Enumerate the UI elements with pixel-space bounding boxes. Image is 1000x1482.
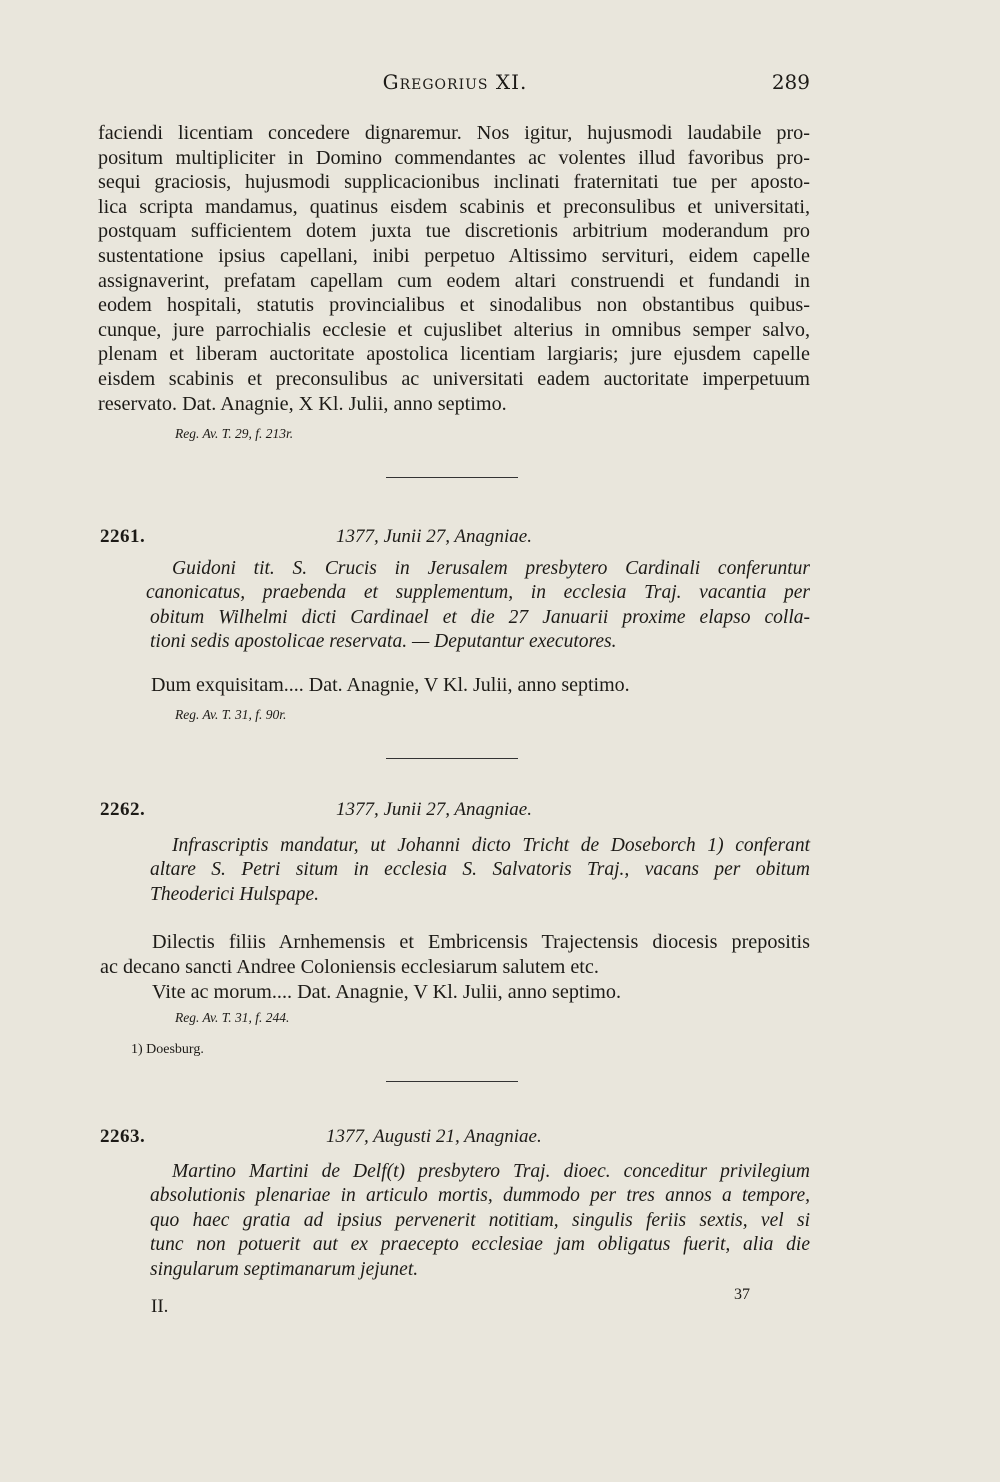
entry-summary xyxy=(146,557,810,655)
gathering-number: 37 xyxy=(734,1286,750,1303)
text-line: Dilectis filiis Arnhemensis et Embricensis Trajectensis diocesis prepositis xyxy=(152,931,810,953)
entry-number: 2263. xyxy=(100,1126,146,1147)
entry-date: 1377, Junii 27, Anagniae. xyxy=(336,526,532,547)
page-number: 289 xyxy=(771,70,810,94)
entry-number: 2261. xyxy=(100,526,146,547)
summary-line: absolutionis plenariae in articulo mortis, dummodo per tres annos a tempore, xyxy=(150,1185,810,1207)
incipit-text: Dum exquisitam.... Dat. Anagnie, V Kl. Julii, anno septimo. xyxy=(151,674,630,696)
summary-line: obitum Wilhelmi dicti Cardinael et die 27 Januarii proxime elapso colla- xyxy=(150,606,810,628)
running-title: Gregorius XI. xyxy=(382,70,528,94)
text-line: assignaverint, prefatam capellam cum eodem altari construendi et fundandi in xyxy=(98,269,810,292)
section-divider xyxy=(386,758,518,759)
footnote: 1) Doesburg. xyxy=(131,1042,204,1057)
entry-summary xyxy=(150,1160,810,1282)
text-line: sequi graciosis, hujusmodi supplicacionibus inclinati fraternitati tue per aposto- xyxy=(98,171,810,194)
summary-line: altare S. Petri situm in ecclesia S. Salvatoris Traj., vacans per obitum xyxy=(150,859,810,881)
text-line: eisdem scabinis et preconsulibus ac universitati eadem auctoritate imperpetuum xyxy=(98,367,810,390)
section-divider xyxy=(386,477,518,478)
register-reference: Reg. Av. T. 31, f. 244. xyxy=(175,1010,290,1025)
summary-line: Theoderici Hulspape. xyxy=(150,883,319,905)
text-line: eodem hospitali, statutis provincialibus et sinodalibus non obstantibus quibus- xyxy=(98,294,810,317)
intro-paragraph xyxy=(98,121,810,416)
signature-mark: II. xyxy=(151,1296,169,1317)
text-line: Vite ac morum.... Dat. Anagnie, V Kl. Julii, anno septimo. xyxy=(152,981,622,1003)
text-line: positum multipliciter in Domino commendantes ac volentes illud favoribus pro- xyxy=(98,146,810,169)
text-line: ac decano sancti Andree Coloniensis ecclesiarum salutem etc. xyxy=(100,956,599,978)
entry-number: 2262. xyxy=(100,799,146,820)
register-reference: Reg. Av. T. 29, f. 213r. xyxy=(175,426,294,441)
text-line: sustentatione ipsius capellani, inibi perpetuo Altissimo servituri, eidem capelle xyxy=(98,244,810,267)
text-line: reservato. Dat. Anagnie, X Kl. Julii, anno septimo. xyxy=(98,392,507,415)
summary-line: Martino Martini de Delf(t) presbytero Traj. dioec. conceditur privilegium xyxy=(172,1161,810,1182)
text-line: lica scripta mandamus, quatinus eisdem scabinis et preconsulibus et universitati, xyxy=(98,195,810,218)
summary-line: quo haec gratia ad ipsius pervenerit notitiam, singulis feriis sextis, vel si xyxy=(150,1209,810,1231)
summary-line: canonicatus, praebenda et supplementum, in ecclesia Traj. vacantia per xyxy=(146,582,810,604)
entry-summary xyxy=(150,834,810,907)
summary-line: tunc non potuerit aut ex praecepto ecclesiae jam obligatus fuerit, alia die xyxy=(150,1234,810,1256)
entry-date: 1377, Junii 27, Anagniae. xyxy=(336,799,532,820)
register-reference: Reg. Av. T. 31, f. 90r. xyxy=(175,707,287,722)
text-line: plenam et liberam auctoritate apostolica licentiam largiaris; jure ejusdem capelle xyxy=(98,343,810,366)
summary-line: Infrascriptis mandatur, ut Johanni dicto Tricht de Doseborch 1) conferant xyxy=(172,835,810,856)
text-line: postquam sufficientem dotem juxta tue discretionis arbitrium moderandum pro xyxy=(98,220,810,243)
summary-line: tioni sedis apostolicae reservata. — Deputantur executores. xyxy=(150,631,617,653)
summary-line: singularum septimanarum jejunet. xyxy=(150,1258,419,1280)
text-line: faciendi licentiam concedere dignaremur. Nos igitur, hujusmodi laudabile pro- xyxy=(98,122,810,144)
text-line: cunque, jure parrochialis ecclesie et cujuslibet alterius in omnibus semper salvo, xyxy=(98,318,810,341)
running-header xyxy=(100,70,810,100)
entry-text xyxy=(100,930,810,1005)
section-divider xyxy=(386,1081,518,1082)
entry-date: 1377, Augusti 21, Anagniae. xyxy=(326,1126,542,1147)
summary-line: Guidoni tit. S. Crucis in Jerusalem presbytero Cardinali conferuntur xyxy=(172,558,810,579)
